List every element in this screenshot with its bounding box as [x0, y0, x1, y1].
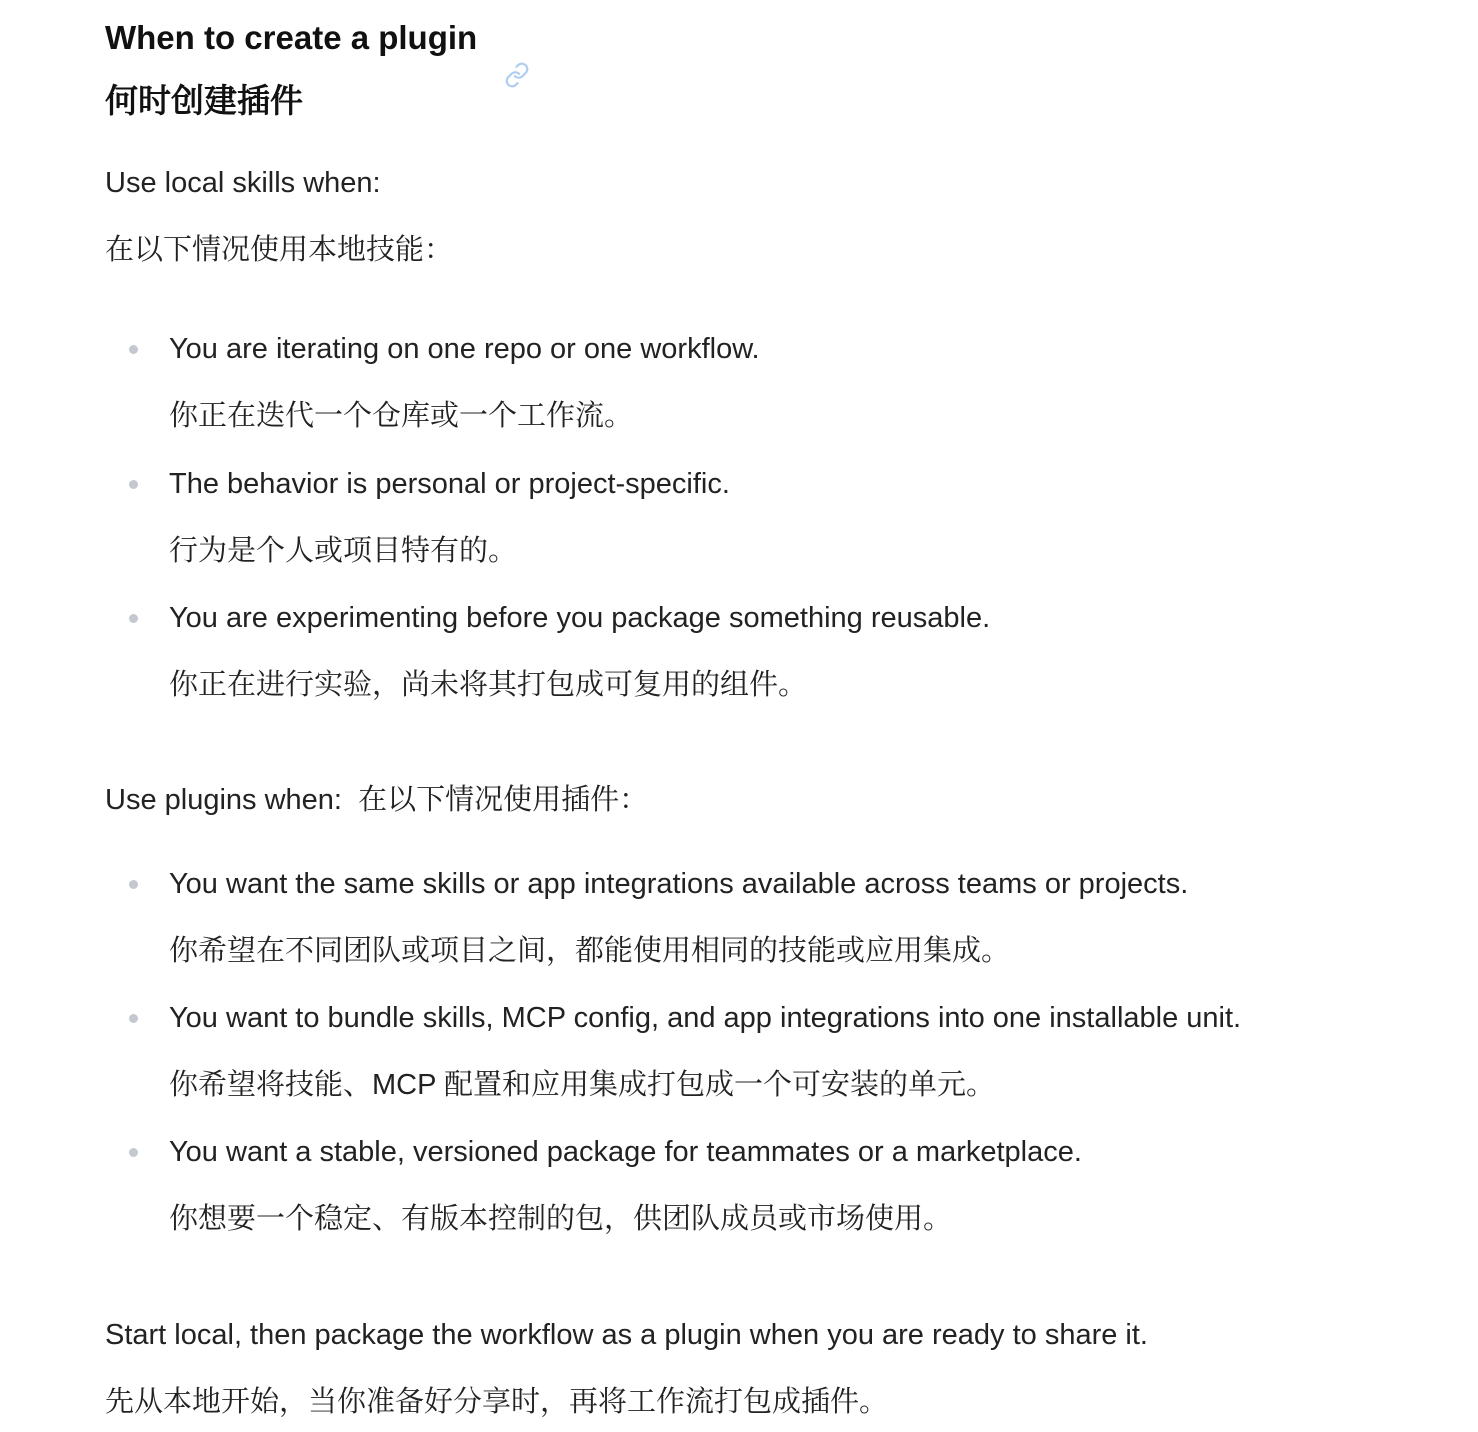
local-intro-zh: 在以下情况使用本地技能：	[105, 234, 454, 266]
section-heading-zh: 何时创建插件	[105, 82, 303, 119]
list-item-zh: 你希望在不同团队或项目之间，都能使用相同的技能或应用集成。	[169, 935, 1011, 967]
list-item-zh: 你想要一个稳定、有版本控制的包，供团队成员或市场使用。	[169, 1203, 953, 1235]
list-item-zh: 你希望将技能、MCP 配置和应用集成打包成一个可安装的单元。	[169, 1069, 995, 1101]
list-item-en: The behavior is personal or project-specific.	[169, 468, 730, 500]
link-icon[interactable]	[504, 62, 530, 88]
list-item-en: You want to bundle skills, MCP config, and app integrations into one installable unit.	[169, 1002, 1242, 1034]
list-item-zh: 你正在进行实验，尚未将其打包成可复用的组件。	[169, 669, 808, 701]
list-item-en: You want the same skills or app integrations available across teams or projects.	[169, 868, 1189, 900]
list-item-en: You want a stable, versioned package for teammates or a marketplace.	[169, 1136, 1082, 1168]
bullet-dot	[129, 345, 138, 354]
local-intro-en: Use local skills when:	[105, 167, 381, 199]
plugins-intro: Use plugins when: 在以下情况使用插件：	[105, 784, 649, 816]
list-item-en: You are iterating on one repo or one workflow.	[169, 333, 760, 365]
closing-zh: 先从本地开始，当你准备好分享时，再将工作流打包成插件。	[105, 1386, 889, 1418]
section-heading-en: When to create a plugin	[105, 19, 478, 56]
list-item-zh: 你正在迭代一个仓库或一个工作流。	[169, 400, 634, 432]
bullet-dot	[129, 880, 138, 889]
bullet-dot	[129, 1014, 138, 1023]
list-item-en: You are experimenting before you package something reusable.	[169, 602, 991, 634]
bullet-dot	[129, 614, 138, 623]
closing-en: Start local, then package the workflow as a plugin when you are ready to share it.	[105, 1319, 1148, 1351]
bullet-dot	[129, 1148, 138, 1157]
list-item-zh: 行为是个人或项目特有的。	[169, 535, 518, 567]
bullet-dot	[129, 480, 138, 489]
